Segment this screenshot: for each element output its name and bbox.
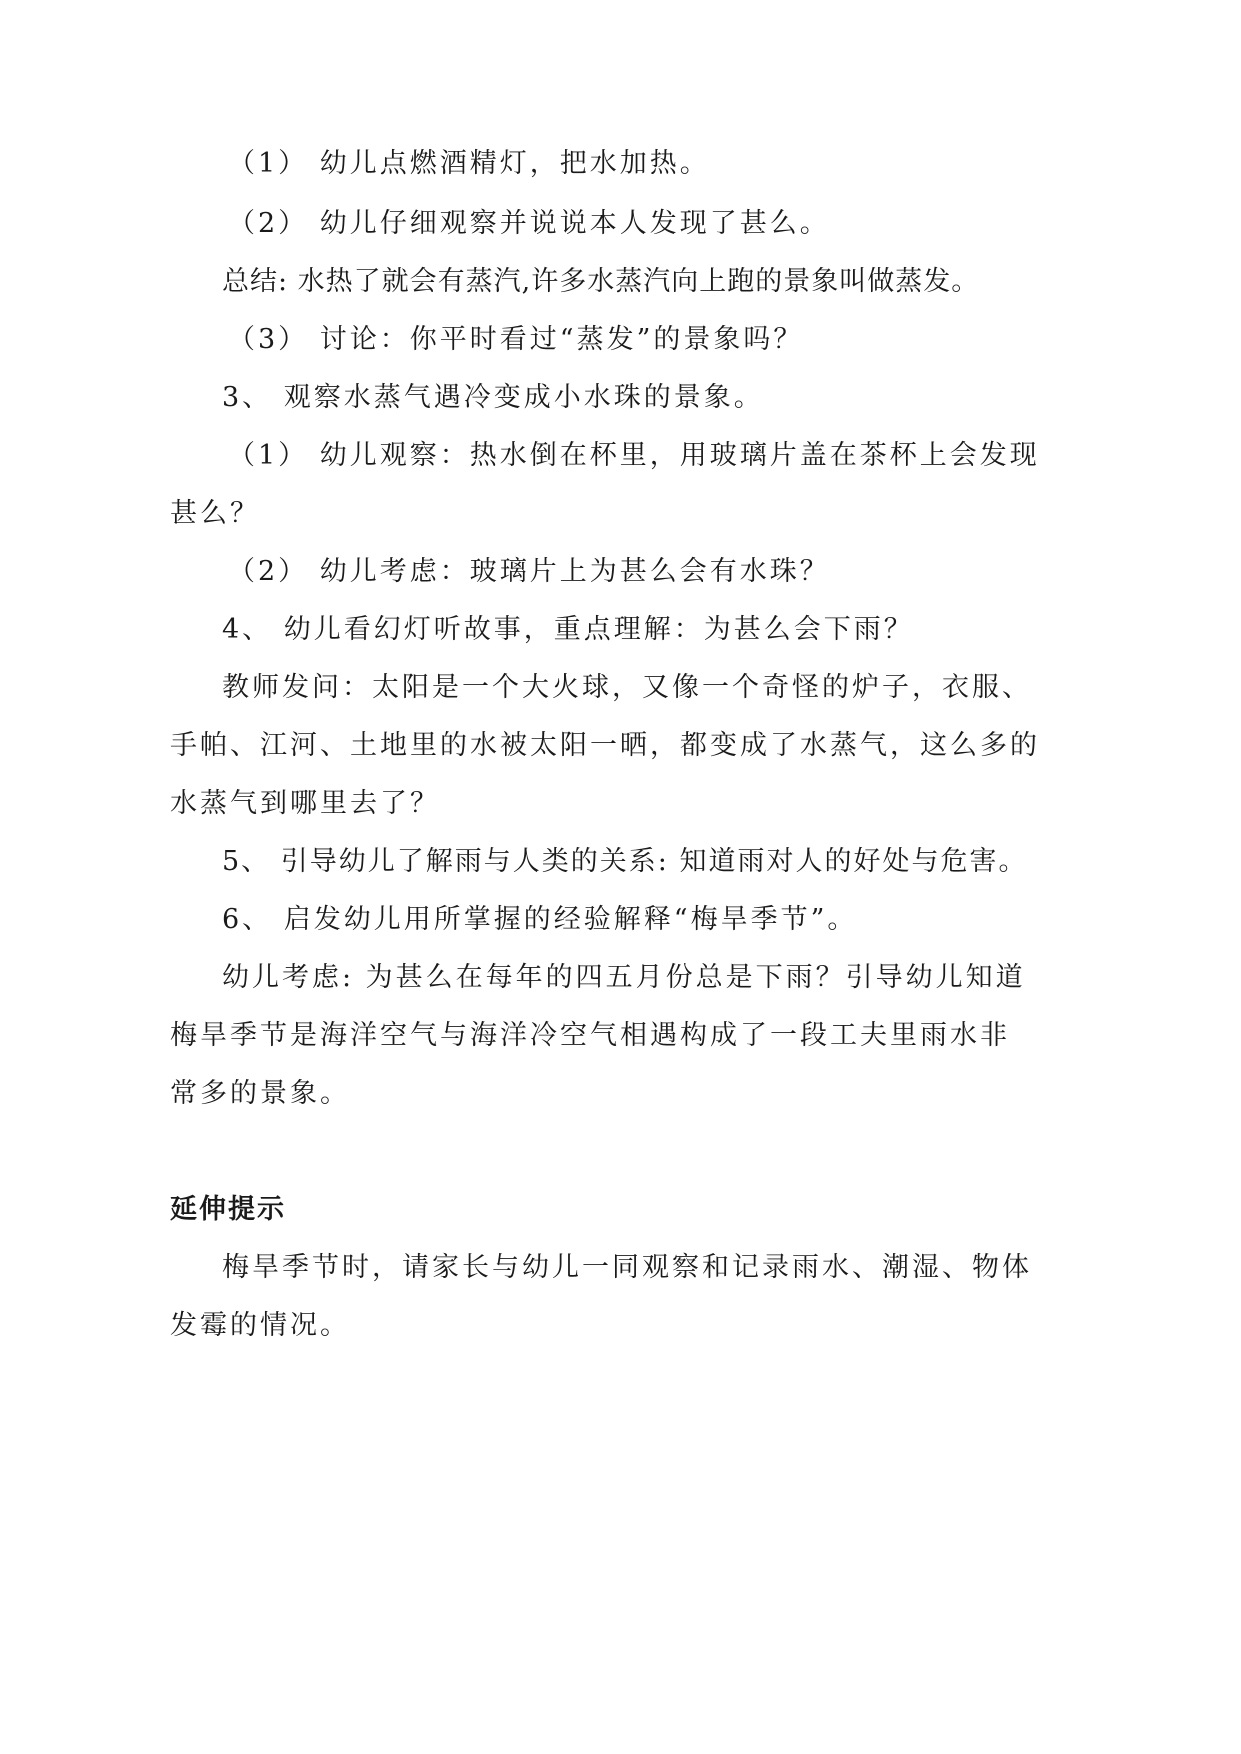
extension-heading: 延伸提示 [170, 1194, 286, 1225]
extension-text-cont: 发霉的情况。 [170, 1310, 350, 1341]
step-5-title: 5、 引导幼儿了解雨与人类的关系: 知道雨对人的好处与危害。 [222, 846, 1028, 877]
step-2-2: （2） 幼儿仔细观察并说说本人发现了甚么。 [228, 208, 830, 239]
child-consider: 幼儿考虑: 为甚么在每年的四五月份总是下雨？引导幼儿知道 [222, 962, 1026, 993]
extension-text: 梅旱季节时，请家长与幼儿一同观察和记录雨水、潮湿、物体 [222, 1252, 1032, 1283]
step-3-title: 3、 观察水蒸气遇冷变成小水珠的景象。 [222, 382, 764, 413]
step-2-1: （1） 幼儿点燃酒精灯，把水加热。 [228, 148, 710, 179]
step-3-1-cont: 甚么？ [170, 498, 260, 529]
summary-text: 总结: 水热了就会有蒸汽,许多水蒸汽向上跑的景象叫做蒸发。 [222, 266, 980, 297]
teacher-question-cont-2: 水蒸气到哪里去了？ [170, 788, 440, 819]
step-3-2: （2） 幼儿考虑：玻璃片上为甚么会有水珠？ [228, 556, 830, 587]
step-6-title: 6、 启发幼儿用所掌握的经验解释“梅旱季节”。 [222, 904, 858, 935]
teacher-question: 教师发问：太阳是一个大火球，又像一个奇怪的炉子，衣服、 [222, 672, 1032, 703]
step-3-1: （1） 幼儿观察：热水倒在杯里，用玻璃片盖在茶杯上会发现 [228, 440, 1040, 471]
teacher-question-cont-1: 手帕、江河、土地里的水被太阳一晒，都变成了水蒸气，这么多的 [170, 730, 1040, 761]
child-consider-cont-2: 常多的景象。 [170, 1078, 350, 1109]
step-4-title: 4、 幼儿看幻灯听故事，重点理解：为甚么会下雨？ [222, 614, 914, 645]
child-consider-cont-1: 梅旱季节是海洋空气与海洋冷空气相遇构成了一段工夫里雨水非 [170, 1020, 1010, 1051]
step-2-3: （3） 讨论：你平时看过“蒸发”的景象吗？ [228, 324, 804, 355]
